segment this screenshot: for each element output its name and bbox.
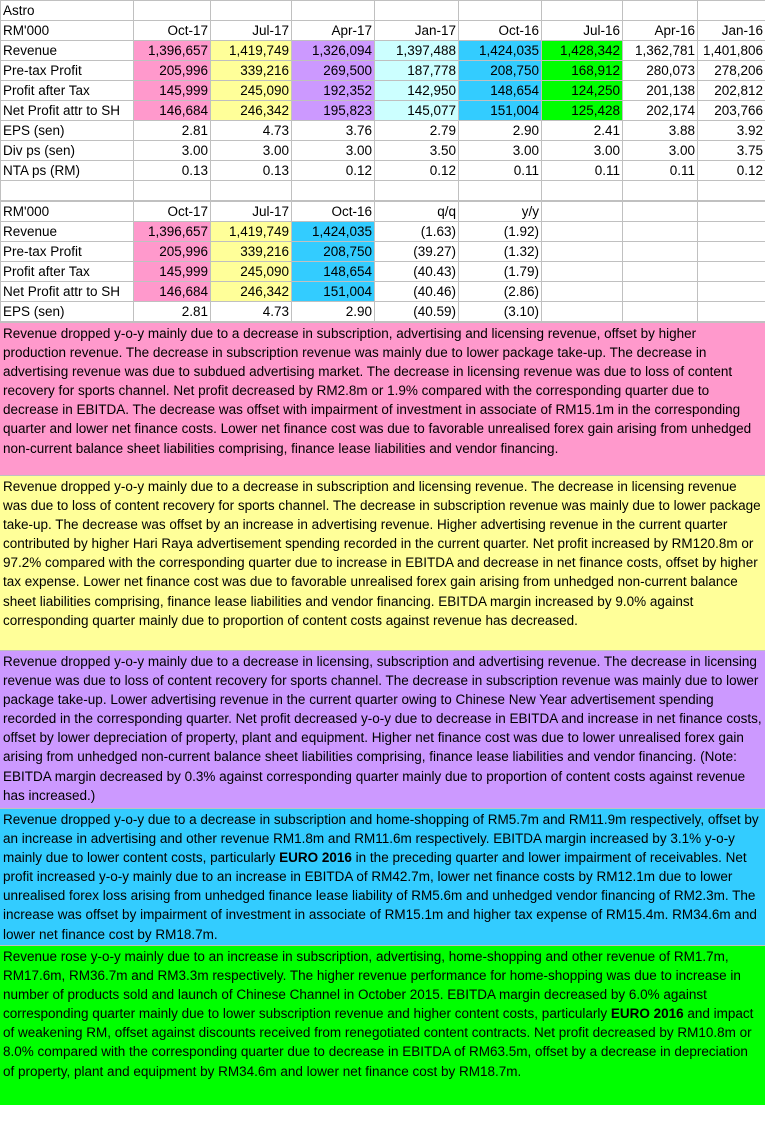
- table-cell: 3.75: [698, 141, 765, 161]
- table-row: [1, 262, 765, 282]
- table-cell: 125,428: [542, 101, 623, 121]
- table-cell: 148,654: [459, 81, 542, 101]
- table-cell: 2.81: [134, 302, 211, 322]
- table-cell: 0.11: [623, 161, 698, 181]
- table-cell: 3.76: [292, 121, 375, 141]
- table-row: [1, 61, 765, 81]
- row-label: Profit after Tax: [1, 262, 134, 282]
- row-label: Net Profit attr to SH: [1, 101, 134, 121]
- table-cell: 202,174: [623, 101, 698, 121]
- table-cell: (1.92): [459, 222, 542, 242]
- table-cell: 1,396,657: [134, 222, 211, 242]
- table-cell: 3.00: [134, 141, 211, 161]
- row-label: EPS (sen): [1, 302, 134, 322]
- commentary-text: and impact of weakening RM, offset against discounts received from renegotiated content contracts. Net profit decreased by RM10.8m or 8.0% compared with the corresponding quarter due to decrease in EBITDA of RM63.5m, offset by a decrease in depreciation of property, plant and equipment by RM34.6m and lower net finance cost by RM18.7m.: [3, 1006, 754, 1079]
- table-cell: 202,812: [698, 81, 765, 101]
- table-cell: 1,419,749: [211, 222, 292, 242]
- table-cell: (40.46): [375, 282, 459, 302]
- column-header: Oct-17: [134, 202, 211, 222]
- table-cell: (40.43): [375, 262, 459, 282]
- table-cell: 195,823: [292, 101, 375, 121]
- table-cell: 124,250: [542, 81, 623, 101]
- table-cell: 280,073: [623, 61, 698, 81]
- table-cell: 146,684: [134, 282, 211, 302]
- table-cell: 0.13: [211, 161, 292, 181]
- table-cell: (1.63): [375, 222, 459, 242]
- table-cell: 1,424,035: [292, 222, 375, 242]
- table-cell: 3.00: [623, 141, 698, 161]
- table-cell: 0.11: [542, 161, 623, 181]
- table-row: [1, 242, 765, 262]
- table-cell: 142,950: [375, 81, 459, 101]
- table-cell: 1,428,342: [542, 41, 623, 61]
- table-row: [1, 121, 765, 141]
- commentary-jul17: Revenue dropped y-o-y mainly due to a decrease in subscription and licensing revenue. The decrease in licensing revenue was due to loss of content recovery for sports channel. The decrease in subscription revenue was mainly due to lower package take-up. The decrease was offset by an increase in advertising revenue. Higher advertising revenue in the current quarter contributed by higher Hari Raya advertisement spending recorded in the current quarter. Net profit increased by RM120.8m or 97.2% compared with the corresponding quarter due to increase in EBITDA and decrease in net finance costs, offset by higher tax expense. Lower net finance cost was due to favorable unrealised forex gain arising from unhedged non-current balance sheet liabilities comprising, finance lease liabilities and vendor financing. EBITDA margin increased by 9.0% against corresponding quarter mainly due to proportion of content costs against revenue has decreased.: [0, 475, 765, 650]
- table-cell: 151,004: [292, 282, 375, 302]
- table-row: [1, 81, 765, 101]
- row-label: Pre-tax Profit: [1, 242, 134, 262]
- row-label: Profit after Tax: [1, 81, 134, 101]
- table-cell: 3.00: [292, 141, 375, 161]
- table-cell: 187,778: [375, 61, 459, 81]
- table-cell: (2.86): [459, 282, 542, 302]
- commentary-jul16: [0, 945, 765, 1105]
- commentary-apr17: Revenue dropped y-o-y mainly due to a decrease in licensing, subscription and advertising revenue. The decrease in licensing revenue was due to loss of content recovery for sports channel. The decrease in subscription revenue was mainly due to lower package take-up. Lower advertising revenue in the current quarter owing to Chinese New Year advertisement spending recorded in the corresponding quarter. Net profit decreased y-o-y due to decrease in EBITDA and increase in net finance costs, offset by lower depreciation of property, plant and equipment. Higher net finance cost was due to lower unrealised forex gain arising from unhedged non-current balance sheet liabilities comprising, finance lease liabilities and vendor financing. (Note: EBITDA margin decreased by 0.3% against corresponding quarter mainly due to proportion of content costs against revenue has increased.): [0, 650, 765, 808]
- commentary-oct16: [0, 808, 765, 945]
- table-cell: 278,206: [698, 61, 765, 81]
- table-cell: 168,912: [542, 61, 623, 81]
- column-header: q/q: [375, 202, 459, 222]
- table-cell: 1,397,488: [375, 41, 459, 61]
- table-cell: (39.27): [375, 242, 459, 262]
- table-cell: 2.90: [459, 121, 542, 141]
- table-row: [1, 141, 765, 161]
- commentary-oct17: Revenue dropped y-o-y mainly due to a decrease in subscription, advertising and licensing revenue, offset by higher production revenue. The decrease in subscription revenue was mainly due to lower package take-up. The decrease in advertising revenue was due to subdued advertising market. The decrease in licensing revenue was due to loss of content recovery for sports channel. Net profit decreased by RM2.8m or 1.9% compared with the corresponding quarter due to decrease in EBITDA. The decrease was offset with impairment of investment in associate of RM15.1m in the corresponding quarter and lower net finance costs. Lower net finance cost was due to favorable unrealised forex gain arising from unhedged non-current balance sheet liabilities comprising, finance lease liabilities and vendor financing.: [0, 322, 765, 475]
- row-label: Revenue: [1, 222, 134, 242]
- spacer-row: [1, 181, 765, 201]
- commentary-text: Revenue dropped y-o-y due to a decrease in subscription and home-shopping of RM5.7m and RM11.9m respectively, offset by an increase in advertising and other revenue RM1.8m and RM11.6m respectively. EBITDA margin increased by 3.1% y-o-y mainly due to lower content costs, particularly: [3, 812, 759, 866]
- comparison-table: [0, 201, 765, 322]
- table-cell: 192,352: [292, 81, 375, 101]
- column-header: Oct-16: [459, 21, 542, 41]
- commentary-emphasis: EURO 2016: [610, 1006, 684, 1022]
- table-cell: (3.10): [459, 302, 542, 322]
- table-cell: 208,750: [459, 61, 542, 81]
- table-cell: 2.90: [292, 302, 375, 322]
- table-cell: 148,654: [292, 262, 375, 282]
- table-cell: 1,396,657: [134, 41, 211, 61]
- column-header: Apr-16: [623, 21, 698, 41]
- company-title: Astro: [1, 1, 134, 21]
- commentary-emphasis: EURO 2016: [279, 850, 352, 866]
- unit-label: RM'000: [1, 202, 134, 222]
- column-header: Jul-16: [542, 21, 623, 41]
- table-row: [1, 161, 765, 181]
- row-label: Div ps (sen): [1, 141, 134, 161]
- table-cell: 145,999: [134, 262, 211, 282]
- row-label: Revenue: [1, 41, 134, 61]
- table-cell: 208,750: [292, 242, 375, 262]
- column-header: Jan-16: [698, 21, 765, 41]
- table-cell: 339,216: [211, 242, 292, 262]
- table-cell: 3.88: [623, 121, 698, 141]
- table-cell: 1,326,094: [292, 41, 375, 61]
- row-label: Net Profit attr to SH: [1, 282, 134, 302]
- table-cell: 1,401,806: [698, 41, 765, 61]
- table-row: [1, 302, 765, 322]
- quarterly-results-table: [0, 0, 765, 201]
- row-label: Pre-tax Profit: [1, 61, 134, 81]
- table-row: [1, 101, 765, 121]
- table-cell: 0.11: [459, 161, 542, 181]
- header-row: [1, 21, 765, 41]
- table-cell: 1,362,781: [623, 41, 698, 61]
- row-label: NTA ps (RM): [1, 161, 134, 181]
- column-header: Oct-17: [134, 21, 211, 41]
- commentary-text: Revenue rose y-o-y mainly due to an increase in subscription, advertising, home-shopping and other revenue of RM1.7m, RM17.6m, RM36.7m and RM3.3m respectively. The higher revenue performance for home-shopping was due to increase in number of products sold and launch of Chinese Channel in October 2015. EBITDA margin decreased by 6.0% against corresponding quarter mainly due to lower subscription revenue and higher content costs, particularly: [3, 949, 741, 1022]
- table-cell: 1,419,749: [211, 41, 292, 61]
- table-cell: 0.12: [375, 161, 459, 181]
- table-cell: 145,999: [134, 81, 211, 101]
- column-header: Jul-17: [211, 202, 292, 222]
- table-row: [1, 282, 765, 302]
- table-cell: 269,500: [292, 61, 375, 81]
- table-row: [1, 41, 765, 61]
- table-cell: 201,138: [623, 81, 698, 101]
- header-row: [1, 202, 765, 222]
- table-cell: 146,684: [134, 101, 211, 121]
- table-cell: 3.00: [211, 141, 292, 161]
- table-cell: 2.41: [542, 121, 623, 141]
- column-header: Jul-17: [211, 21, 292, 41]
- table-cell: 151,004: [459, 101, 542, 121]
- table-cell: 3.92: [698, 121, 765, 141]
- row-label: EPS (sen): [1, 121, 134, 141]
- table-row: [1, 222, 765, 242]
- table-cell: 339,216: [211, 61, 292, 81]
- table-cell: 245,090: [211, 81, 292, 101]
- table-cell: (40.59): [375, 302, 459, 322]
- table-cell: 2.81: [134, 121, 211, 141]
- table-cell: 205,996: [134, 242, 211, 262]
- table-cell: 0.12: [698, 161, 765, 181]
- table-cell: 1,424,035: [459, 41, 542, 61]
- table-row: [1, 1, 765, 21]
- table-cell: 145,077: [375, 101, 459, 121]
- table-cell: 3.00: [542, 141, 623, 161]
- table-cell: 205,996: [134, 61, 211, 81]
- table-cell: 4.73: [211, 121, 292, 141]
- table-cell: (1.79): [459, 262, 542, 282]
- column-header: Jan-17: [375, 21, 459, 41]
- table-cell: 3.50: [375, 141, 459, 161]
- table-cell: 3.00: [459, 141, 542, 161]
- table-cell: 246,342: [211, 282, 292, 302]
- table-cell: 4.73: [211, 302, 292, 322]
- column-header: Oct-16: [292, 202, 375, 222]
- table-cell: 203,766: [698, 101, 765, 121]
- commentary-text: in the preceding quarter and lower impairment of receivables. Net profit increased y-o-y mainly due to an increase in EBITDA of RM42.7m, lower net finance costs by RM12.1m due to lower unrealised forex loss arising from unhedged finance lease liability of RM5.6m and unhedged vendor financing of RM2.3m. The increase was offset by impairment of investment in associate of RM15.1m and higher tax expense of RM15.4m. RM34.6m and lower net finance cost by RM18.7m.: [3, 850, 757, 942]
- table-cell: 0.12: [292, 161, 375, 181]
- unit-label: RM'000: [1, 21, 134, 41]
- column-header: y/y: [459, 202, 542, 222]
- table-cell: 245,090: [211, 262, 292, 282]
- table-cell: 0.13: [134, 161, 211, 181]
- column-header: Apr-17: [292, 21, 375, 41]
- table-cell: 2.79: [375, 121, 459, 141]
- table-cell: (1.32): [459, 242, 542, 262]
- table-cell: 246,342: [211, 101, 292, 121]
